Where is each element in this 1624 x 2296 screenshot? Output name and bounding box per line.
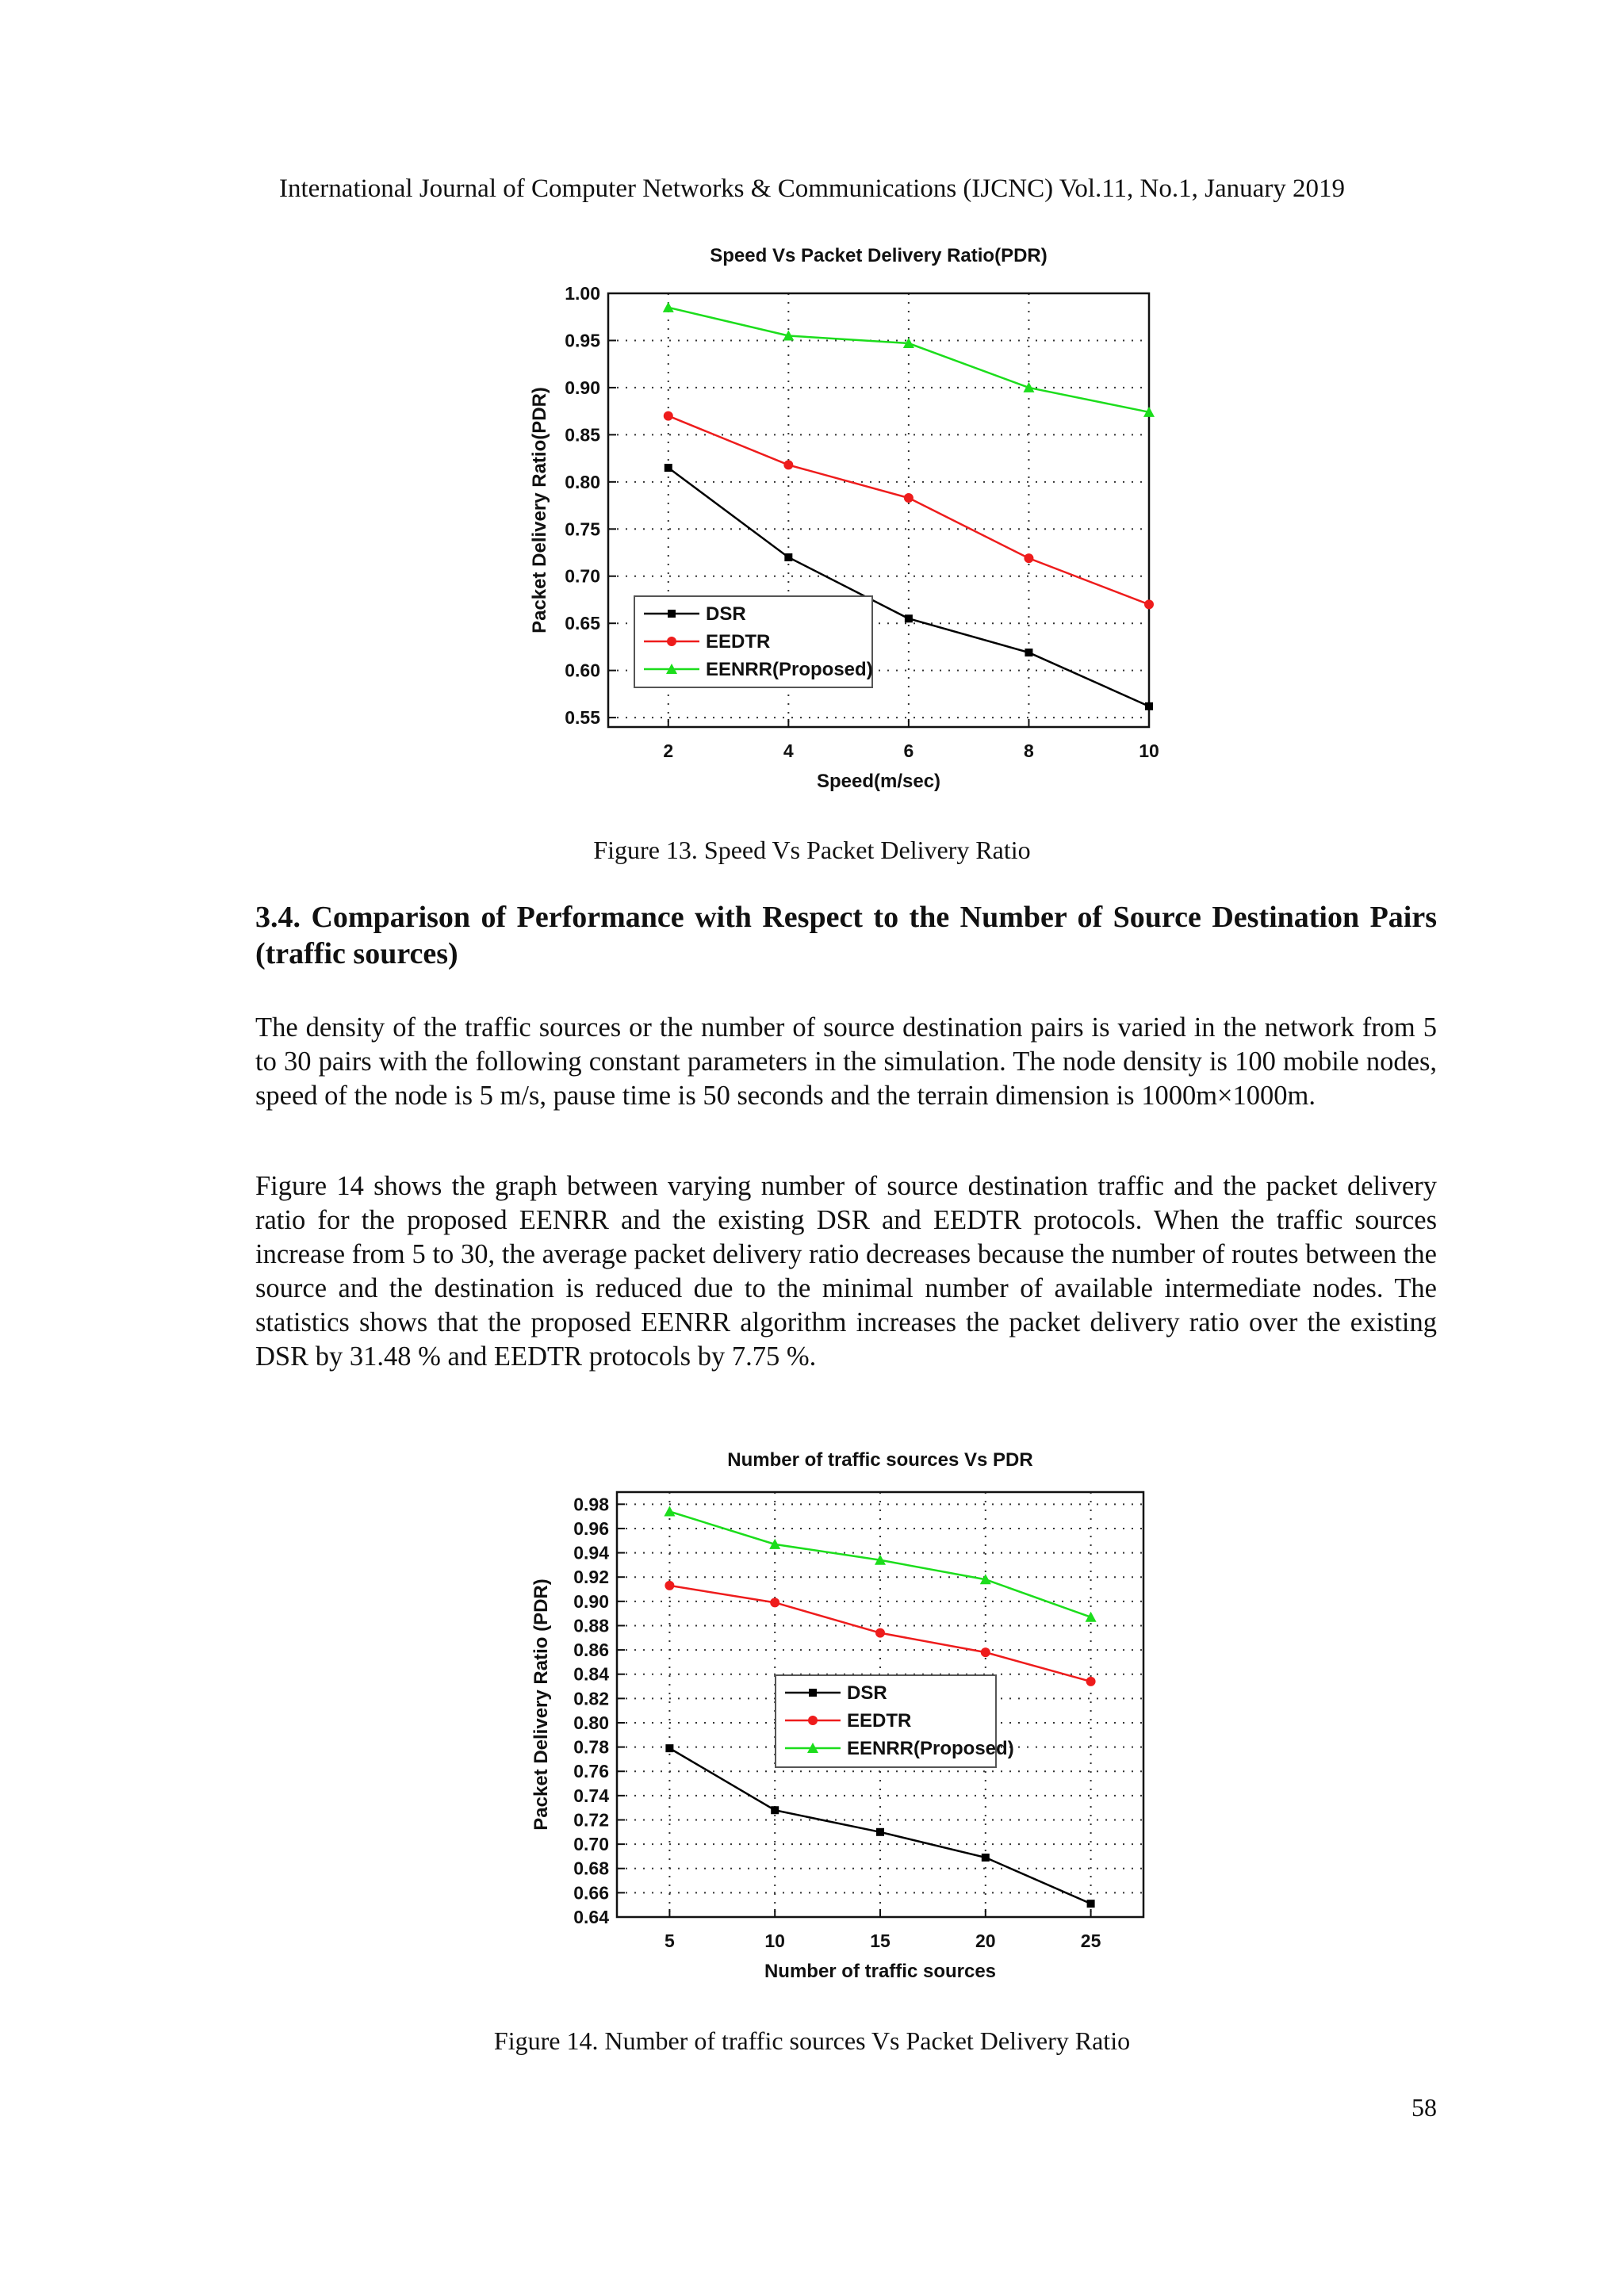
- x-tick-label: 6: [903, 740, 914, 761]
- data-point-dsr-0: [665, 1744, 673, 1752]
- y-tick-label: 0.70: [565, 565, 600, 587]
- legend-label: DSR: [706, 603, 746, 625]
- data-point-dsr-2: [876, 1828, 884, 1836]
- legend-label: EEDTR: [847, 1710, 912, 1732]
- y-tick-label: 0.75: [565, 519, 600, 540]
- legend-label: EEDTR: [706, 631, 771, 652]
- legend-label: DSR: [847, 1682, 887, 1704]
- y-tick-label: 0.80: [573, 1712, 609, 1733]
- journal-header: International Journal of Computer Networks & Communications (IJCNC) Vol.11, No.1, January 2019: [279, 174, 1345, 203]
- chart-title: Number of traffic sources Vs PDR: [727, 1449, 1033, 1471]
- x-tick-label: 15: [870, 1931, 891, 1951]
- legend-label: EENRR(Proposed): [847, 1738, 1014, 1759]
- x-tick-label: 10: [1139, 740, 1159, 761]
- y-tick-label: 0.85: [565, 424, 600, 446]
- paragraph-1: The density of the traffic sources or the number of source destination pairs is varied in the network from 5 to 30 pairs with the following constant parameters in the simulation. The node density is 100 mobile nodes, speed of the node is 5 m/s, pause time is 50 seconds and the terrain dimension is 1000m×1000m.: [255, 1012, 1437, 1111]
- data-point-eedtr-1: [783, 460, 793, 469]
- legend-marker: [668, 610, 676, 618]
- legend-marker: [809, 1689, 817, 1697]
- data-point-eedtr-3: [981, 1647, 990, 1657]
- data-point-dsr-1: [784, 553, 792, 561]
- data-point-dsr-4: [1087, 1900, 1095, 1908]
- y-tick-label: 0.76: [573, 1761, 609, 1782]
- x-tick-label: 8: [1024, 740, 1034, 761]
- figure-13-caption: Figure 13. Speed Vs Packet Delivery Ratio: [593, 836, 1031, 864]
- y-tick-label: 0.95: [565, 330, 600, 351]
- data-point-dsr-1: [771, 1806, 779, 1814]
- y-tick-label: 0.94: [573, 1542, 609, 1563]
- data-point-eedtr-1: [770, 1598, 779, 1607]
- data-point-eedtr-3: [1024, 553, 1033, 563]
- y-tick-label: 0.78: [573, 1736, 609, 1758]
- y-tick-label: 0.60: [565, 660, 600, 681]
- y-tick-label: 0.72: [573, 1809, 609, 1831]
- x-tick-label: 5: [665, 1931, 675, 1951]
- x-tick-label: 25: [1080, 1931, 1101, 1951]
- y-axis-title: Packet Delivery Ratio (PDR): [530, 1578, 552, 1831]
- y-tick-label: 0.82: [573, 1688, 609, 1709]
- data-point-eenrr-proposed--0: [664, 1506, 675, 1517]
- data-point-eedtr-4: [1086, 1677, 1096, 1686]
- y-tick-label: 0.68: [573, 1858, 609, 1879]
- y-tick-label: 0.92: [573, 1567, 609, 1588]
- y-tick-label: 1.00: [565, 283, 600, 304]
- chart-title: Speed Vs Packet Delivery Ratio(PDR): [710, 245, 1048, 266]
- x-tick-label: 4: [783, 740, 794, 761]
- y-tick-label: 0.86: [573, 1640, 609, 1661]
- y-tick-label: 0.84: [573, 1663, 609, 1685]
- y-tick-label: 0.66: [573, 1882, 609, 1904]
- legend-marker: [667, 637, 676, 646]
- figure-14-chart: [523, 1439, 1158, 1994]
- series-line-eenrr-proposed-: [668, 308, 1149, 412]
- data-point-eedtr-4: [1144, 599, 1154, 609]
- y-tick-label: 0.65: [565, 613, 600, 634]
- y-tick-label: 0.90: [565, 377, 600, 398]
- page-number: 58: [1411, 2093, 1437, 2122]
- x-axis-title: Number of traffic sources: [764, 1961, 997, 1982]
- y-tick-label: 0.80: [565, 471, 600, 492]
- data-point-eedtr-0: [665, 1581, 674, 1590]
- data-point-eedtr-2: [875, 1628, 885, 1638]
- y-tick-label: 0.64: [573, 1907, 609, 1927]
- y-tick-label: 0.70: [573, 1834, 609, 1855]
- paragraph-2: Figure 14 shows the graph between varying number of source destination traffic and the packet delivery ratio for the proposed EENRR and the existing DSR and EEDTR protocols. When the traffic sources increase from 5 to 30, the average packet delivery ratio decreases because the number of routes between the source and the destination is reduced due to the minimal number of available intermediate nodes. The statistics shows that the proposed EENRR algorithm increases the packet delivery ratio over the existing DSR by 31.48 % and EEDTR protocols by 7.75 %.: [255, 1171, 1437, 1372]
- data-point-eedtr-0: [664, 411, 673, 421]
- x-axis-title: Speed(m/sec): [816, 771, 941, 792]
- y-tick-label: 0.98: [573, 1494, 609, 1515]
- data-point-dsr-4: [1145, 702, 1153, 710]
- x-tick-label: 10: [764, 1931, 785, 1951]
- x-tick-label: 20: [975, 1931, 996, 1951]
- y-axis-title: Packet Delivery Ratio(PDR): [529, 387, 550, 633]
- data-point-eenrr-proposed--0: [663, 302, 674, 312]
- y-tick-label: 0.74: [573, 1785, 609, 1806]
- x-tick-label: 2: [663, 740, 674, 761]
- legend-marker: [808, 1716, 818, 1725]
- figure-14-caption: Figure 14. Number of traffic sources Vs Packet Delivery Ratio: [493, 2026, 1131, 2055]
- data-point-eedtr-2: [904, 493, 914, 503]
- y-tick-label: 0.88: [573, 1615, 609, 1636]
- data-point-dsr-3: [1025, 649, 1032, 656]
- y-tick-label: 0.90: [573, 1590, 609, 1612]
- data-point-dsr-3: [982, 1854, 990, 1862]
- figure-13-chart: [523, 238, 1158, 801]
- data-point-dsr-2: [905, 614, 913, 622]
- section-heading: 3.4. Comparison of Performance with Respect to the Number of Source Destination Pairs (traffic sources): [255, 901, 1437, 970]
- y-tick-label: 0.96: [573, 1517, 609, 1539]
- legend-label: EENRR(Proposed): [706, 659, 873, 680]
- data-point-dsr-0: [665, 464, 672, 472]
- y-tick-label: 0.55: [565, 707, 600, 729]
